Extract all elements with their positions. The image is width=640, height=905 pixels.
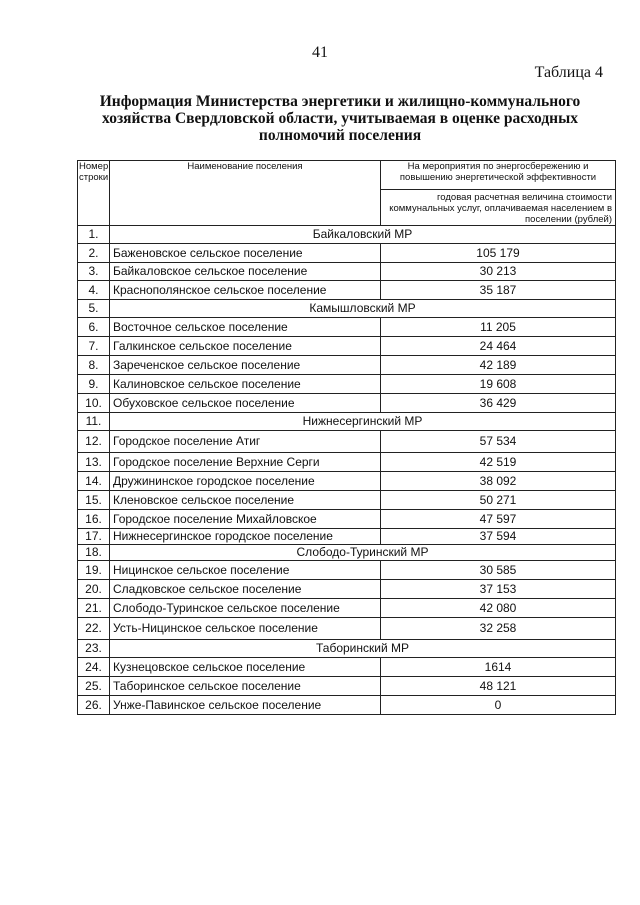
table-body [78, 226, 616, 715]
settlement-name: Восточное сельское поселение [110, 318, 381, 337]
row-number: 1. [78, 226, 110, 244]
section-name: Таборинский МР [110, 640, 616, 658]
row-number: 14. [78, 472, 110, 491]
header-row-number: Номер строки [78, 161, 110, 226]
row-number: 16. [78, 510, 110, 529]
row-number: 6. [78, 318, 110, 337]
settlement-value: 42 080 [381, 599, 616, 618]
settlement-value: 30 213 [381, 263, 616, 281]
settlement-name: Нижнесергинское городское поселение [110, 529, 381, 545]
settlement-value: 36 429 [381, 394, 616, 413]
settlement-value: 42 189 [381, 356, 616, 375]
settlement-name: Унже-Павинское сельское поселение [110, 696, 381, 715]
settlement-value: 11 205 [381, 318, 616, 337]
page-number: 41 [312, 44, 328, 61]
row-number: 2. [78, 244, 110, 263]
header-settlement-name: Наименование поселения [110, 161, 381, 226]
row-number: 26. [78, 696, 110, 715]
settlement-value: 37 153 [381, 580, 616, 599]
settlement-name: Кузнецовское сельское поселение [110, 658, 381, 677]
row-number: 13. [78, 453, 110, 472]
row-number: 17. [78, 529, 110, 545]
settlement-value: 30 585 [381, 561, 616, 580]
settlement-value: 32 258 [381, 618, 616, 640]
settlement-name: Галкинское сельское поселение [110, 337, 381, 356]
section-row [78, 640, 616, 658]
table-row [78, 453, 616, 472]
row-number: 19. [78, 561, 110, 580]
table-row [78, 561, 616, 580]
row-number: 21. [78, 599, 110, 618]
settlement-name: Обуховское сельское поселение [110, 394, 381, 413]
settlement-name: Сладковское сельское поселение [110, 580, 381, 599]
table-row [78, 431, 616, 453]
section-row [78, 413, 616, 431]
section-name: Слободо-Туринский МР [110, 545, 616, 561]
row-number: 4. [78, 281, 110, 300]
settlement-name: Городское поселение Михайловское [110, 510, 381, 529]
table-row [78, 472, 616, 491]
section-row [78, 226, 616, 244]
settlement-value: 48 121 [381, 677, 616, 696]
table-row [78, 696, 616, 715]
settlement-name: Баженовское сельское поселение [110, 244, 381, 263]
table-row [78, 281, 616, 300]
table-label: Таблица 4 [534, 64, 603, 81]
table-row [78, 491, 616, 510]
table-row [78, 356, 616, 375]
row-number: 10. [78, 394, 110, 413]
settlement-name: Слободо-Туринское сельское поселение [110, 599, 381, 618]
settlement-value: 1614 [381, 658, 616, 677]
row-number: 24. [78, 658, 110, 677]
settlement-name: Усть-Ницинское сельское поселение [110, 618, 381, 640]
table-row [78, 318, 616, 337]
settlement-name: Ницинское сельское поселение [110, 561, 381, 580]
settlement-value: 0 [381, 696, 616, 715]
section-name: Нижнесергинский МР [110, 413, 616, 431]
row-number: 25. [78, 677, 110, 696]
settlement-name: Кленовское сельское поселение [110, 491, 381, 510]
table-row [78, 244, 616, 263]
settlement-value: 57 534 [381, 431, 616, 453]
table-row [78, 677, 616, 696]
settlement-name: Байкаловское сельское поселение [110, 263, 381, 281]
settlement-value: 47 597 [381, 510, 616, 529]
row-number: 15. [78, 491, 110, 510]
row-number: 11. [78, 413, 110, 431]
settlement-value: 50 271 [381, 491, 616, 510]
table-row [78, 263, 616, 281]
settlement-name: Таборинское сельское поселение [110, 677, 381, 696]
row-number: 8. [78, 356, 110, 375]
data-table [77, 160, 616, 715]
table-row [78, 618, 616, 640]
table-row [78, 394, 616, 413]
row-number: 5. [78, 300, 110, 318]
table-row [78, 580, 616, 599]
settlement-value: 42 519 [381, 453, 616, 472]
settlement-name: Калиновское сельское поселение [110, 375, 381, 394]
section-row [78, 545, 616, 561]
row-number: 7. [78, 337, 110, 356]
settlement-name: Городское поселение Атиг [110, 431, 381, 453]
section-row [78, 300, 616, 318]
settlement-name: Зареченское сельское поселение [110, 356, 381, 375]
document-title: Информация Министерства энергетики и жилищно-коммунального хозяйства Свердловской области, учитываемая в оценке расходных полномочий поселения [99, 93, 581, 144]
section-name: Байкаловский МР [110, 226, 616, 244]
row-number: 18. [78, 545, 110, 561]
settlement-name: Дружининское городское поселение [110, 472, 381, 491]
row-number: 22. [78, 618, 110, 640]
settlement-value: 37 594 [381, 529, 616, 545]
settlement-value: 19 608 [381, 375, 616, 394]
table-row [78, 599, 616, 618]
table-row [78, 375, 616, 394]
row-number: 23. [78, 640, 110, 658]
table-row [78, 529, 616, 545]
header-measure: На мероприятия по энергосбережению и повышению энергетической эффективности [381, 161, 616, 190]
settlement-value: 35 187 [381, 281, 616, 300]
settlement-name: Краснополянское сельское поселение [110, 281, 381, 300]
table-row [78, 337, 616, 356]
section-name: Камышловский МР [110, 300, 616, 318]
row-number: 12. [78, 431, 110, 453]
settlement-value: 38 092 [381, 472, 616, 491]
header-measure-sub: годовая расчетная величина стоимости коммунальных услуг, оплачиваемая населением в поселении (рублей) [381, 190, 616, 226]
table-row [78, 510, 616, 529]
row-number: 3. [78, 263, 110, 281]
settlement-name: Городское поселение Верхние Серги [110, 453, 381, 472]
table-row [78, 658, 616, 677]
row-number: 20. [78, 580, 110, 599]
row-number: 9. [78, 375, 110, 394]
settlement-value: 105 179 [381, 244, 616, 263]
settlement-value: 24 464 [381, 337, 616, 356]
